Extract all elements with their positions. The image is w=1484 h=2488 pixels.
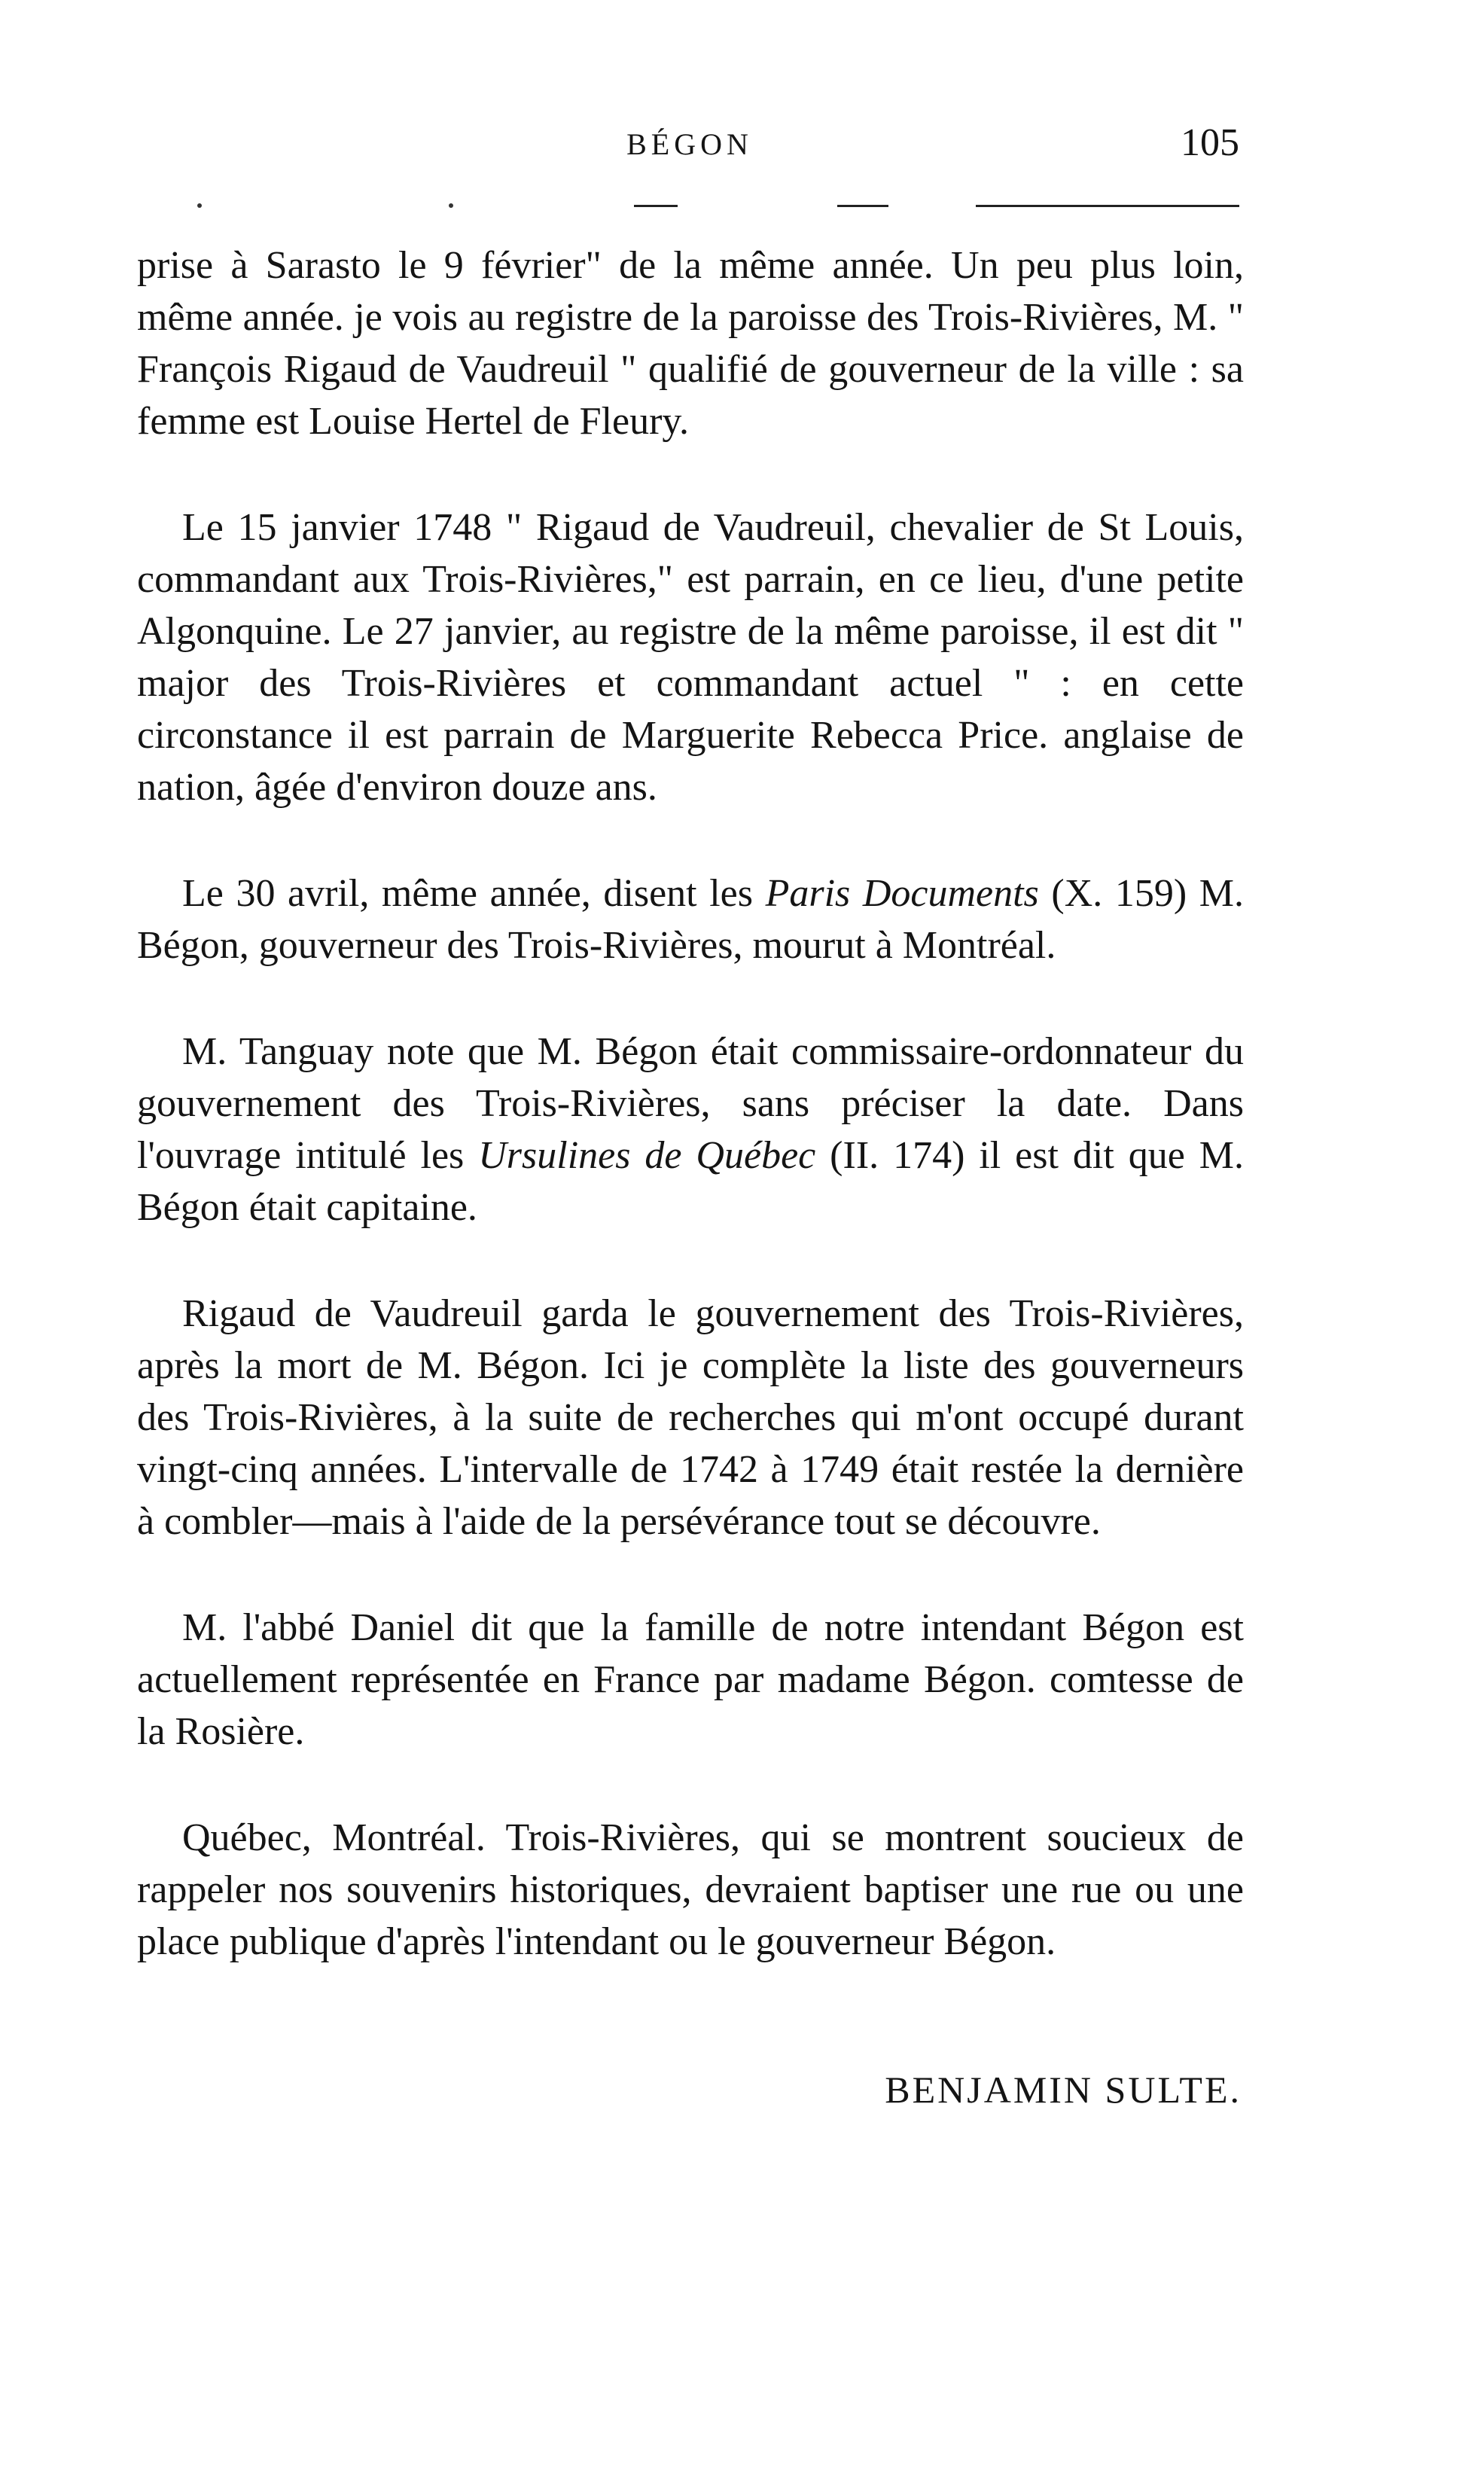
header-dot <box>449 203 453 208</box>
paragraph: prise à Sarasto le 9 février" de la même année. Un peu plus loin, même année. je vois au registre de la paroisse des Trois-Rivières, M. " François Rigaud de Vaudreuil " qualifié de gouverneur de la ville : sa femme est Louise Hertel de Fleury. <box>137 244 1244 443</box>
body-text <box>137 239 1244 2022</box>
header-rule <box>976 205 1239 207</box>
paragraph: Rigaud de Vaudreuil garda le gouvernement des Trois-Rivières, après la mort de M. Bégon. Ici je complète la liste des gouverneurs des Trois-Rivières, à la suite de recherches qui m'ont occupé durant vingt-cinq années. L'intervalle de 1742 à 1749 était restée la dernière à combler—mais à l'aide de la persévérance tout se découvre. <box>137 1292 1244 1543</box>
running-head: BÉGON <box>626 127 753 161</box>
paragraph-text: Le 30 avril, même année, disent les <box>182 872 766 915</box>
italic-title: Paris Documents <box>765 872 1039 915</box>
paragraph-text: M. Tanguay note que M. Bégon était commissaire-ordonnateur du gouvernement des Trois-Rivières, sans préciser la date. Dans l'ouvrage intitulé les <box>137 1030 1244 1177</box>
signature: BENJAMIN SULTE. <box>885 2069 1242 2111</box>
paragraph: Le 15 janvier 1748 " Rigaud de Vaudreuil, chevalier de St Louis, commandant aux Trois-Rivières," est parrain, en ce lieu, d'une petite Algonquine. Le 27 janvier, au registre de la même paroisse, il est dit " major des Trois-Rivières et commandant actuel " : en cette circonstance il est parrain de Marguerite Rebecca Price. anglaise de nation, âgée d'environ douze ans. <box>137 506 1244 809</box>
paragraph-text: (II. 174) il est dit que M. Bégon était capitaine. <box>137 1134 1245 1229</box>
paragraph: M. l'abbé Daniel dit que la famille de notre intendant Bégon est actuellement représentée en France par madame Bégon. comtesse de la Rosière. <box>137 1606 1244 1753</box>
paragraph-text: (X. 159) M. Bégon, gouverneur des Trois-Rivières, mourut à Montréal. <box>137 872 1244 967</box>
italic-title: Ursulines de Québec <box>478 1134 816 1177</box>
paragraph <box>137 1026 1244 1233</box>
paragraph <box>137 867 1244 971</box>
page-number: 105 <box>1181 121 1239 164</box>
paragraph: Québec, Montréal. Trois-Rivières, qui se montrent soucieux de rappeler nos souvenirs historiques, devraient baptiser une rue ou une place publique d'après l'intendant ou le gouverneur Bégon. <box>137 1816 1244 1963</box>
page-header <box>140 113 1239 173</box>
header-rule-segment <box>634 205 678 207</box>
header-rule-segment <box>837 205 888 207</box>
header-dot <box>197 203 202 208</box>
